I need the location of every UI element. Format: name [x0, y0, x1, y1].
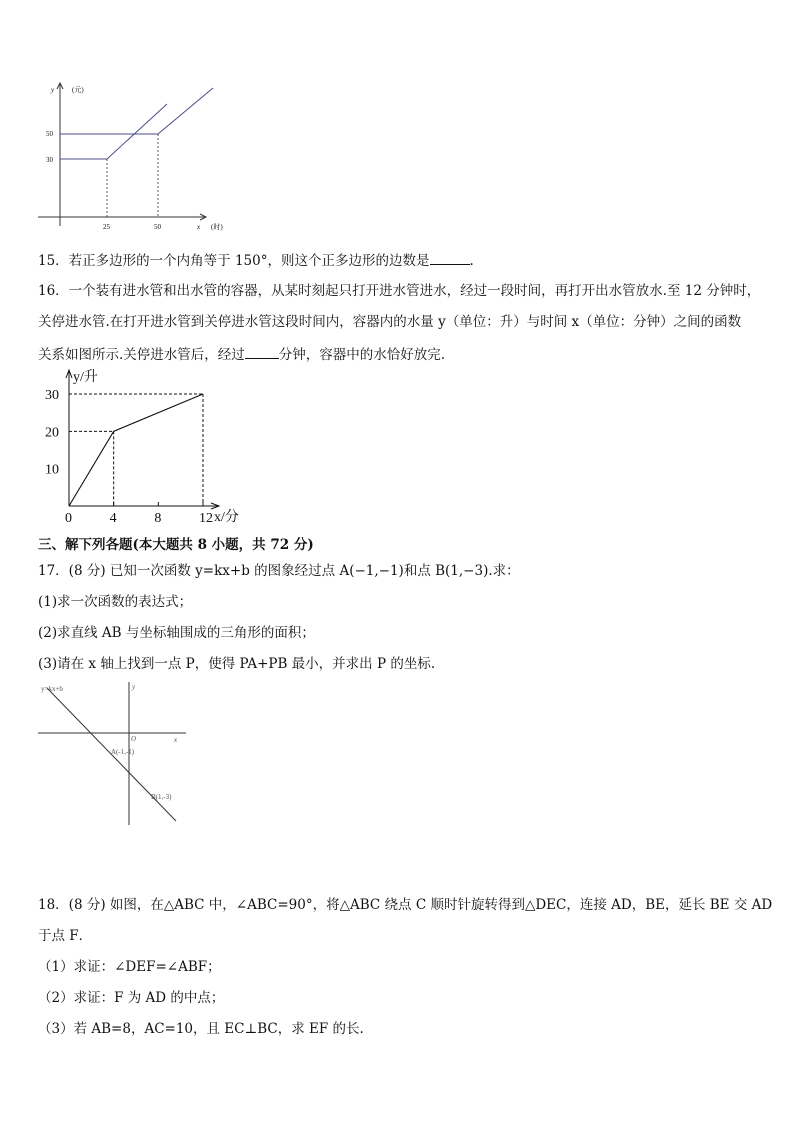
- y-tick-label: 10: [45, 462, 59, 478]
- x-tick-label: 0: [65, 511, 72, 526]
- question-18-line-2: 于点 F．: [38, 928, 93, 944]
- question-17-part-3: (3)请在 x 轴上找到一点 P，使得 PA+PB 最小，并求出 P 的坐标.: [38, 656, 436, 672]
- y-axis-label: y: [132, 683, 136, 691]
- question-16-line-1: 16．一个装有进水管和出水管的容器，从某时刻起只打开进水管进水，经过一段时间，再打开出水管放水.至 12 分钟时，: [38, 283, 761, 299]
- question-18-line-1: 18．(8 分) 如图，在△ABC 中，∠ABC=90°，将△ABC 绕点 C 顺时针旋转得到△DEC，连接 AD，BE，延长 BE 交 AD: [38, 897, 773, 913]
- answer-blank[interactable]: [245, 344, 279, 359]
- q16-chart: [38, 366, 248, 528]
- y-tick-label: 20: [45, 425, 59, 441]
- q14-figure: [30, 78, 230, 236]
- x-unit-label: (时): [211, 223, 223, 231]
- section-3-title: 三、解下列各题(本大题共 8 小题，共 72 分): [38, 537, 314, 553]
- y-axis-label: y: [51, 86, 55, 94]
- question-16-text-b: 分钟，容器中的水恰好放完.: [278, 347, 446, 363]
- question-15-text: 15．若正多边形的一个内角等于 150°，则这个正多边形的边数是: [38, 253, 430, 269]
- y-tick: 30: [46, 156, 53, 164]
- graph-line-2: [60, 88, 213, 134]
- question-16-text-a: 关系如图所示.关停进水管后，经过: [38, 347, 245, 363]
- x-tick-label: 12: [199, 511, 213, 526]
- x-axis-label: x: [174, 736, 178, 744]
- question-17-intro: 17．(8 分) 已知一次函数 y=kx+b 的图象经过点 A(−1,−1)和点 B(1,−3).求：: [38, 563, 520, 579]
- x-tick: 50: [154, 223, 161, 231]
- line-label: y=kx+b: [41, 685, 63, 693]
- chart-series-line: [69, 394, 203, 506]
- graph-line-1: [60, 104, 167, 159]
- point-b-label: B(1,-3): [151, 793, 172, 801]
- origin-label: O: [131, 735, 137, 743]
- x-tick: 25: [103, 223, 110, 231]
- answer-blank[interactable]: [430, 250, 470, 265]
- question-18-part-1: （1）求证：∠DEF=∠ABF；: [38, 959, 221, 975]
- question-16-line-2: 关停进水管.在打开进水管到关停进水管这段时间内，容器内的水量 y（单位：升）与时间 x（单位：分钟）之间的函数: [38, 314, 742, 330]
- y-tick-label: 30: [45, 388, 59, 403]
- question-18-part-3: （3）若 AB=8，AC=10，且 EC⊥BC，求 EF 的长.: [38, 1021, 364, 1037]
- y-tick: 50: [46, 130, 53, 138]
- x-tick-label: 4: [109, 511, 117, 526]
- question-18-part-2: （2）求证：F 为 AD 的中点；: [38, 990, 225, 1006]
- x-tick-label: 8: [154, 511, 162, 526]
- question-17-part-1: (1)求一次函数的表达式；: [38, 594, 193, 610]
- question-16-line-3: [38, 344, 445, 364]
- y-unit-label: (元): [72, 86, 84, 94]
- q17-figure: [36, 680, 196, 828]
- chart-x-label: x/分: [214, 510, 239, 525]
- x-axis-label: x: [197, 223, 201, 231]
- question-17-part-2: (2)求直线 AB 与坐标轴围成的三角形的面积；: [38, 625, 315, 641]
- question-15-end: .: [469, 253, 474, 269]
- point-a-label: A(-1,-1): [111, 748, 135, 756]
- question-15: [38, 250, 474, 270]
- chart-y-label: y/升: [73, 370, 98, 385]
